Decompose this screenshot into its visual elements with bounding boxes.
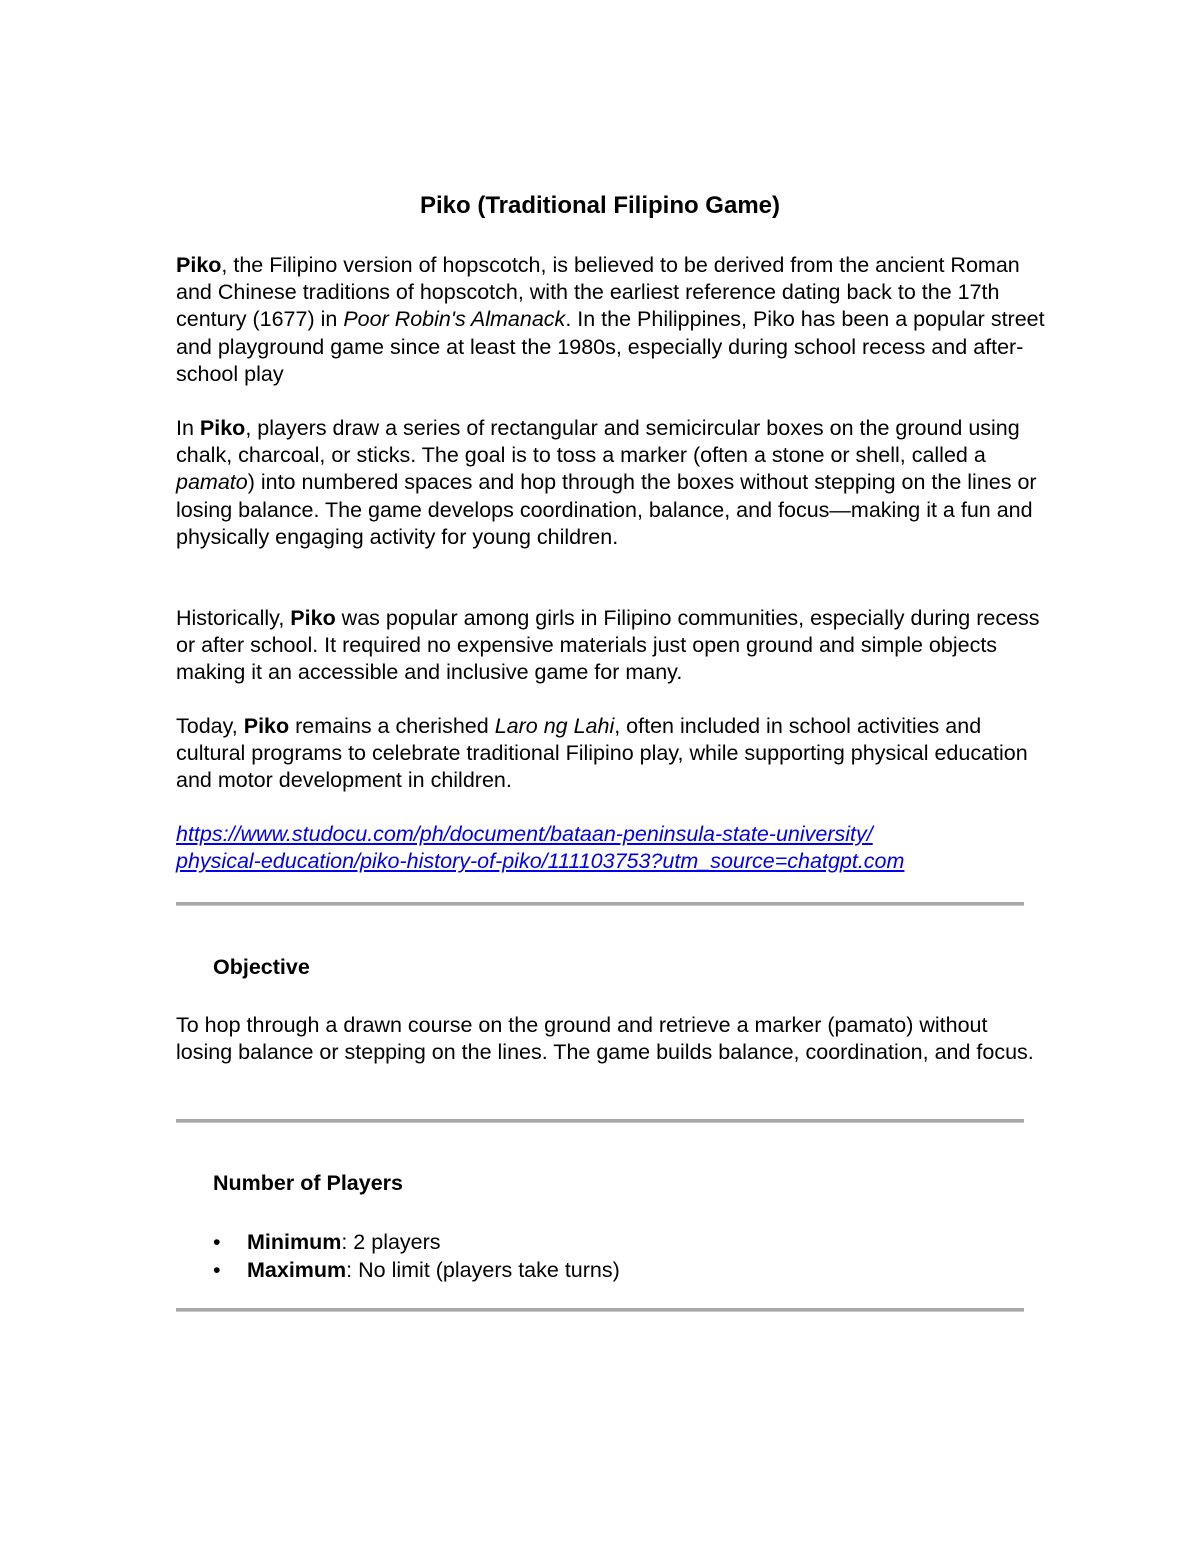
objective-text: To hop through a drawn course on the ground and retrieve a marker (pamato) without losing balance or stepping on the lines. The game builds balance, coordination, and focus. <box>176 1013 1034 1065</box>
divider <box>176 1308 1024 1312</box>
intro-text: , the Filipino version of hopscotch, is believed to be derived from the ancient Roman and Chinese traditions of hopscotch, with the earliest reference dating back to the 17th century (1677) in <box>176 253 1020 332</box>
bullet-icon: • <box>213 1230 221 1254</box>
today-text: remains a cherished <box>289 714 495 738</box>
bullet-icon: • <box>213 1258 221 1282</box>
gameplay-lead: In <box>176 416 200 440</box>
pamato-term: pamato <box>176 470 248 495</box>
piko-bold: Piko <box>199 416 246 440</box>
players-list <box>213 1228 620 1284</box>
source-link-line-1[interactable]: https://www.studocu.com/ph/document/bataan-peninsula-state-university/ <box>176 822 873 846</box>
history-paragraph <box>176 605 1046 687</box>
list-item <box>213 1256 620 1284</box>
player-count-value: : No limit (players take turns) <box>346 1258 620 1282</box>
divider <box>176 902 1024 906</box>
today-lead: Today, <box>176 714 244 738</box>
today-paragraph <box>176 713 1046 795</box>
page-title: Piko (Traditional Filipino Game) <box>419 192 781 219</box>
gameplay-text: , players draw a series of rectangular and semicircular boxes on the ground using chalk, charcoal, or sticks. The goal is to toss a marker (often a stone or shell, called a <box>176 416 1020 468</box>
intro-paragraph <box>176 252 1046 388</box>
player-count-label: Maximum <box>247 1258 347 1282</box>
source-link[interactable] <box>176 821 1046 875</box>
gameplay-paragraph <box>176 415 1046 551</box>
piko-bold: Piko <box>243 714 290 738</box>
history-text: was popular among girls in Filipino communities, especially during recess or after school. It required no expensive materials just open ground and simple objects making it an accessible and inclusive game for many. <box>176 606 1040 685</box>
intro-text-end: . In the Philippines, Piko has been a popular street and playground game since at least the 1980s, especially during school recess and after-school play <box>176 307 1045 386</box>
divider <box>176 1119 1024 1123</box>
player-count-label: Minimum <box>247 1230 342 1254</box>
objective-heading: Objective <box>213 955 310 979</box>
history-lead: Historically, <box>176 606 291 630</box>
gameplay-text-end: ) into numbered spaces and hop through the boxes without stepping on the lines or losing balance. The game develops coordination, balance, and focus—making it a fun and physically engaging activity for young children. <box>176 470 1037 549</box>
player-count-value: : 2 players <box>341 1230 441 1254</box>
almanack-title: Poor Robin's Almanack <box>343 307 566 332</box>
piko-bold: Piko <box>176 253 222 277</box>
laro-ng-lahi-term: Laro ng Lahi <box>494 714 615 738</box>
source-link-line-2[interactable]: physical-education/piko-history-of-piko/111103753?utm_source=chatgpt.com <box>176 849 905 874</box>
players-heading: Number of Players <box>213 1171 403 1195</box>
source-link-paragraph <box>176 821 1046 875</box>
piko-bold: Piko <box>290 606 336 630</box>
today-text-end: , often included in school activities and cultural programs to celebrate traditional Filipino play, while supporting physical education and motor development in children. <box>176 714 1028 793</box>
list-item <box>213 1228 620 1256</box>
